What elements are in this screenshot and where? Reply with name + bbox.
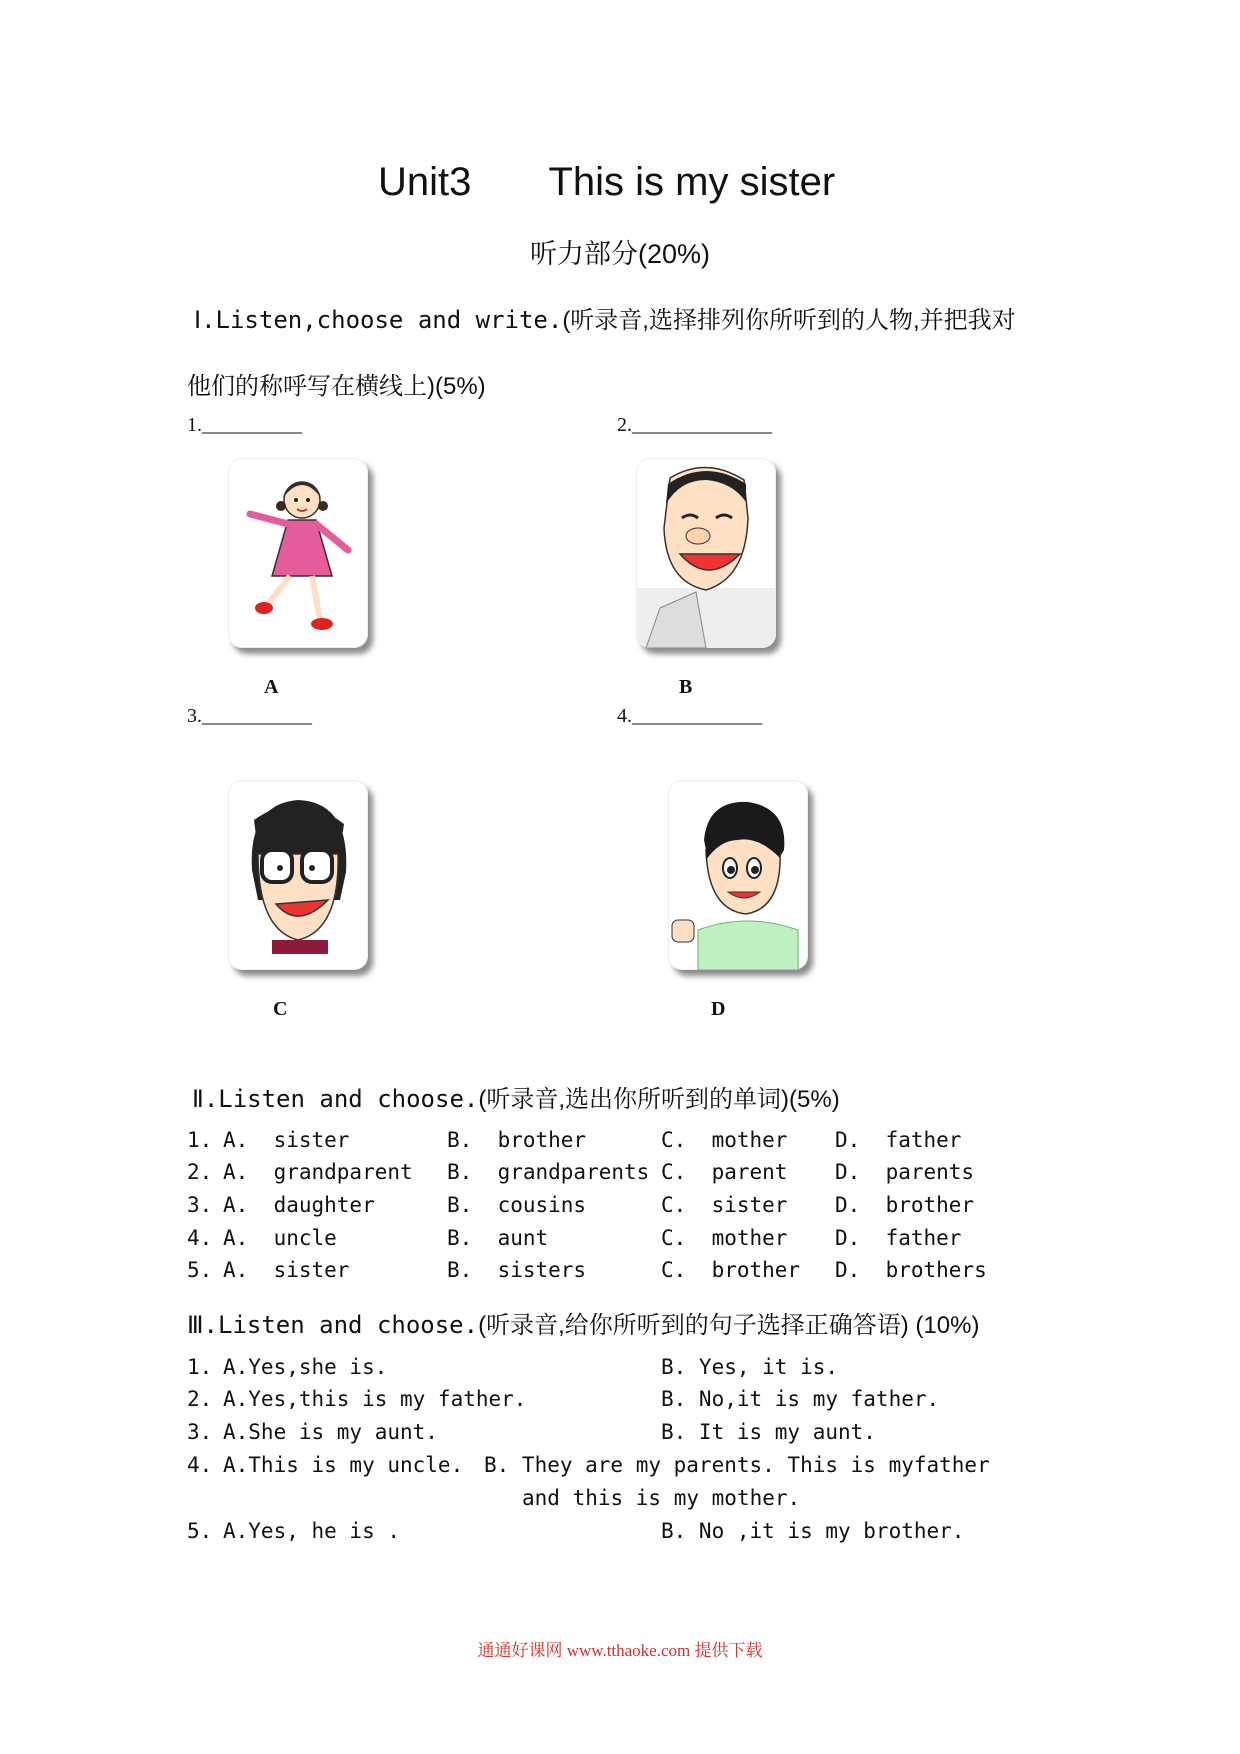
question-number: 1. [187, 1355, 213, 1379]
title-text: This is my sister [548, 160, 836, 204]
smiling-father-icon [636, 458, 776, 648]
picture-label-d: D [711, 998, 726, 1020]
option-d[interactable]: D. father [835, 1128, 962, 1152]
option-d[interactable]: D. father [835, 1226, 962, 1250]
option-d[interactable]: D. parents [835, 1160, 975, 1184]
option-d[interactable]: D. brother [835, 1193, 975, 1217]
option-c[interactable]: C. brother [661, 1258, 801, 1282]
girl-pink-dress-icon [228, 458, 368, 648]
option-c[interactable]: C. mother [661, 1226, 788, 1250]
picture-card-c [228, 780, 368, 970]
picture-card-d [668, 780, 808, 970]
question-number: 2. [187, 1387, 213, 1411]
section1-heading [194, 300, 1016, 335]
section-subtitle: 听力部分(20%) [529, 239, 711, 269]
picture-label-a: A [264, 676, 279, 698]
girl-glasses-icon [228, 780, 368, 970]
section1-heading-cn: (听录音,选择排列你所听到的人物,并把我对 [562, 307, 1016, 334]
answer-option-a[interactable]: A.Yes,she is. [223, 1355, 388, 1379]
section3-heading [187, 1305, 979, 1340]
picture-card-a [228, 458, 368, 648]
option-a[interactable]: A. sister [223, 1128, 350, 1152]
option-a[interactable]: A. sister [223, 1258, 350, 1282]
answer-blank-3[interactable]: 3.___________ [187, 705, 312, 727]
question-number: 1. [187, 1128, 213, 1152]
option-b[interactable]: B. sisters [447, 1258, 587, 1282]
answer-option-b[interactable]: B. They are my parents. This is myfather [484, 1453, 990, 1477]
title-unit: Unit3 [378, 160, 472, 204]
answer-option-a[interactable]: A.This is my uncle. [223, 1453, 464, 1477]
option-a[interactable]: A. uncle [223, 1226, 337, 1250]
option-c[interactable]: C. sister [661, 1193, 788, 1217]
question-number: 2. [187, 1160, 213, 1184]
option-d[interactable]: D. brothers [835, 1258, 987, 1282]
answer-option-b[interactable]: B. It is my aunt. [661, 1420, 876, 1444]
question-number: 4. [187, 1226, 213, 1250]
section1-heading-en: Ⅰ.Listen,choose and write. [194, 306, 563, 334]
answer-option-b-line2: and this is my mother. [522, 1486, 801, 1510]
answer-blank-2[interactable]: 2.______________ [617, 414, 772, 436]
option-b[interactable]: B. grandparents [447, 1160, 650, 1184]
option-b[interactable]: B. cousins [447, 1193, 587, 1217]
answer-option-b[interactable]: B. No,it is my father. [661, 1387, 940, 1411]
option-b[interactable]: B. aunt [447, 1226, 549, 1250]
option-a[interactable]: A. daughter [223, 1193, 375, 1217]
question-number: 3. [187, 1420, 213, 1444]
option-c[interactable]: C. mother [661, 1128, 788, 1152]
answer-option-a[interactable]: A.Yes, he is . [223, 1519, 401, 1543]
boy-thumbs-up-icon [668, 780, 808, 970]
answer-option-b[interactable]: B. No ,it is my brother. [661, 1519, 965, 1543]
question-number: 3. [187, 1193, 213, 1217]
answer-blank-1[interactable]: 1.__________ [187, 414, 302, 436]
picture-card-b [636, 458, 776, 648]
section3-heading-en: Ⅲ.Listen and choose. [187, 1311, 479, 1339]
question-number: 5. [187, 1519, 213, 1543]
answer-option-b[interactable]: B. Yes, it is. [661, 1355, 839, 1379]
answer-option-a[interactable]: A.She is my aunt. [223, 1420, 438, 1444]
page-title [378, 160, 835, 205]
section2-heading-en: Ⅱ.Listen and choose. [192, 1085, 479, 1113]
option-c[interactable]: C. parent [661, 1160, 788, 1184]
footer-credit: 通通好课网 www.tthaoke.com 提供下载 [477, 1641, 763, 1660]
section3-heading-cn: (听录音,给你所听到的句子选择正确答语) (10%) [478, 1312, 980, 1339]
section1-heading-cn-line2: 他们的称呼写在横线上)(5%) [187, 373, 486, 400]
section2-heading [192, 1079, 840, 1114]
question-number: 4. [187, 1453, 213, 1477]
question-number: 5. [187, 1258, 213, 1282]
option-b[interactable]: B. brother [447, 1128, 587, 1152]
option-a[interactable]: A. grandparent [223, 1160, 413, 1184]
answer-blank-4[interactable]: 4._____________ [617, 705, 762, 727]
section2-heading-cn: (听录音,选出你所听到的单词)(5%) [478, 1086, 840, 1113]
picture-label-c: C [273, 998, 288, 1020]
picture-label-b: B [679, 676, 693, 698]
answer-option-a[interactable]: A.Yes,this is my father. [223, 1387, 527, 1411]
